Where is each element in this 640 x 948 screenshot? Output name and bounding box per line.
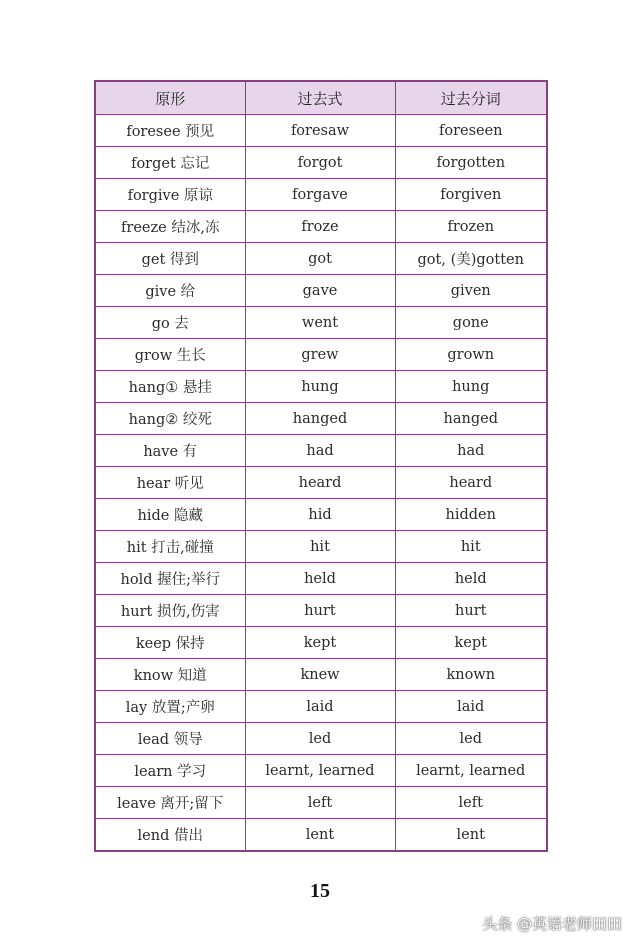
base-form-cell: freeze 结冰,冻 bbox=[95, 211, 245, 243]
past-participle-cell: heard bbox=[395, 467, 547, 499]
page-number: 15 bbox=[310, 880, 330, 902]
table-row bbox=[95, 435, 547, 467]
table-body bbox=[95, 115, 547, 852]
past-tense-cell: kept bbox=[245, 627, 395, 659]
past-participle-cell: had bbox=[395, 435, 547, 467]
past-tense-cell: led bbox=[245, 723, 395, 755]
past-participle-cell: given bbox=[395, 275, 547, 307]
past-tense-cell: learnt, learned bbox=[245, 755, 395, 787]
table-row bbox=[95, 627, 547, 659]
base-form-cell: lay 放置;产卵 bbox=[95, 691, 245, 723]
table-row bbox=[95, 819, 547, 852]
table-row bbox=[95, 499, 547, 531]
past-tense-cell: froze bbox=[245, 211, 395, 243]
base-form-cell: learn 学习 bbox=[95, 755, 245, 787]
past-tense-cell: knew bbox=[245, 659, 395, 691]
past-tense-cell: got bbox=[245, 243, 395, 275]
table-row bbox=[95, 339, 547, 371]
past-participle-cell: forgiven bbox=[395, 179, 547, 211]
base-form-cell: hang② 绞死 bbox=[95, 403, 245, 435]
past-participle-cell: led bbox=[395, 723, 547, 755]
table-row bbox=[95, 179, 547, 211]
past-tense-cell: hanged bbox=[245, 403, 395, 435]
base-form-cell: know 知道 bbox=[95, 659, 245, 691]
past-tense-cell: had bbox=[245, 435, 395, 467]
table-row bbox=[95, 755, 547, 787]
past-tense-cell: hit bbox=[245, 531, 395, 563]
past-tense-cell: left bbox=[245, 787, 395, 819]
past-tense-cell: hurt bbox=[245, 595, 395, 627]
base-form-cell: lend 借出 bbox=[95, 819, 245, 852]
table-row bbox=[95, 275, 547, 307]
past-tense-cell: grew bbox=[245, 339, 395, 371]
past-participle-cell: forgotten bbox=[395, 147, 547, 179]
past-tense-cell: forgave bbox=[245, 179, 395, 211]
table-row bbox=[95, 467, 547, 499]
table-row bbox=[95, 371, 547, 403]
header-past-tense: 过去式 bbox=[245, 81, 395, 115]
past-participle-cell: learnt, learned bbox=[395, 755, 547, 787]
table-row bbox=[95, 403, 547, 435]
past-participle-cell: left bbox=[395, 787, 547, 819]
past-tense-cell: lent bbox=[245, 819, 395, 852]
past-participle-cell: grown bbox=[395, 339, 547, 371]
past-participle-cell: hung bbox=[395, 371, 547, 403]
base-form-cell: foresee 预见 bbox=[95, 115, 245, 147]
base-form-cell: hurt 损伤,伤害 bbox=[95, 595, 245, 627]
past-tense-cell: laid bbox=[245, 691, 395, 723]
past-participle-cell: hanged bbox=[395, 403, 547, 435]
past-tense-cell: hid bbox=[245, 499, 395, 531]
past-tense-cell: forgot bbox=[245, 147, 395, 179]
past-participle-cell: frozen bbox=[395, 211, 547, 243]
past-participle-cell: known bbox=[395, 659, 547, 691]
base-form-cell: grow 生长 bbox=[95, 339, 245, 371]
base-form-cell: have 有 bbox=[95, 435, 245, 467]
header-past-participle: 过去分词 bbox=[395, 81, 547, 115]
past-tense-cell: hung bbox=[245, 371, 395, 403]
past-tense-cell: heard bbox=[245, 467, 395, 499]
table-row bbox=[95, 115, 547, 147]
table-row bbox=[95, 147, 547, 179]
table-row bbox=[95, 691, 547, 723]
base-form-cell: get 得到 bbox=[95, 243, 245, 275]
base-form-cell: keep 保持 bbox=[95, 627, 245, 659]
base-form-cell: forget 忘记 bbox=[95, 147, 245, 179]
base-form-cell: forgive 原谅 bbox=[95, 179, 245, 211]
table-row bbox=[95, 243, 547, 275]
table-row bbox=[95, 563, 547, 595]
past-tense-cell: foresaw bbox=[245, 115, 395, 147]
base-form-cell: leave 离开;留下 bbox=[95, 787, 245, 819]
past-tense-cell: went bbox=[245, 307, 395, 339]
past-tense-cell: gave bbox=[245, 275, 395, 307]
past-participle-cell: hurt bbox=[395, 595, 547, 627]
base-form-cell: lead 领导 bbox=[95, 723, 245, 755]
past-participle-cell: gone bbox=[395, 307, 547, 339]
past-participle-cell: lent bbox=[395, 819, 547, 852]
table-row bbox=[95, 659, 547, 691]
base-form-cell: hold 握住;举行 bbox=[95, 563, 245, 595]
past-participle-cell: kept bbox=[395, 627, 547, 659]
table-row bbox=[95, 787, 547, 819]
past-participle-cell: laid bbox=[395, 691, 547, 723]
header-base-form: 原形 bbox=[95, 81, 245, 115]
base-form-cell: hide 隐藏 bbox=[95, 499, 245, 531]
table-row bbox=[95, 595, 547, 627]
table-row bbox=[95, 307, 547, 339]
base-form-cell: hit 打击,碰撞 bbox=[95, 531, 245, 563]
base-form-cell: go 去 bbox=[95, 307, 245, 339]
past-tense-cell: held bbox=[245, 563, 395, 595]
past-participle-cell: hidden bbox=[395, 499, 547, 531]
base-form-cell: hear 听见 bbox=[95, 467, 245, 499]
verb-forms-table bbox=[94, 80, 548, 852]
table-row bbox=[95, 531, 547, 563]
past-participle-cell: hit bbox=[395, 531, 547, 563]
past-participle-cell: foreseen bbox=[395, 115, 547, 147]
header-row bbox=[95, 81, 547, 115]
past-participle-cell: got, (美)gotten bbox=[395, 243, 547, 275]
past-participle-cell: held bbox=[395, 563, 547, 595]
watermark-text: 头条 @英语老师田田 bbox=[482, 915, 622, 933]
base-form-cell: give 给 bbox=[95, 275, 245, 307]
table-row bbox=[95, 211, 547, 243]
table-row bbox=[95, 723, 547, 755]
base-form-cell: hang① 悬挂 bbox=[95, 371, 245, 403]
